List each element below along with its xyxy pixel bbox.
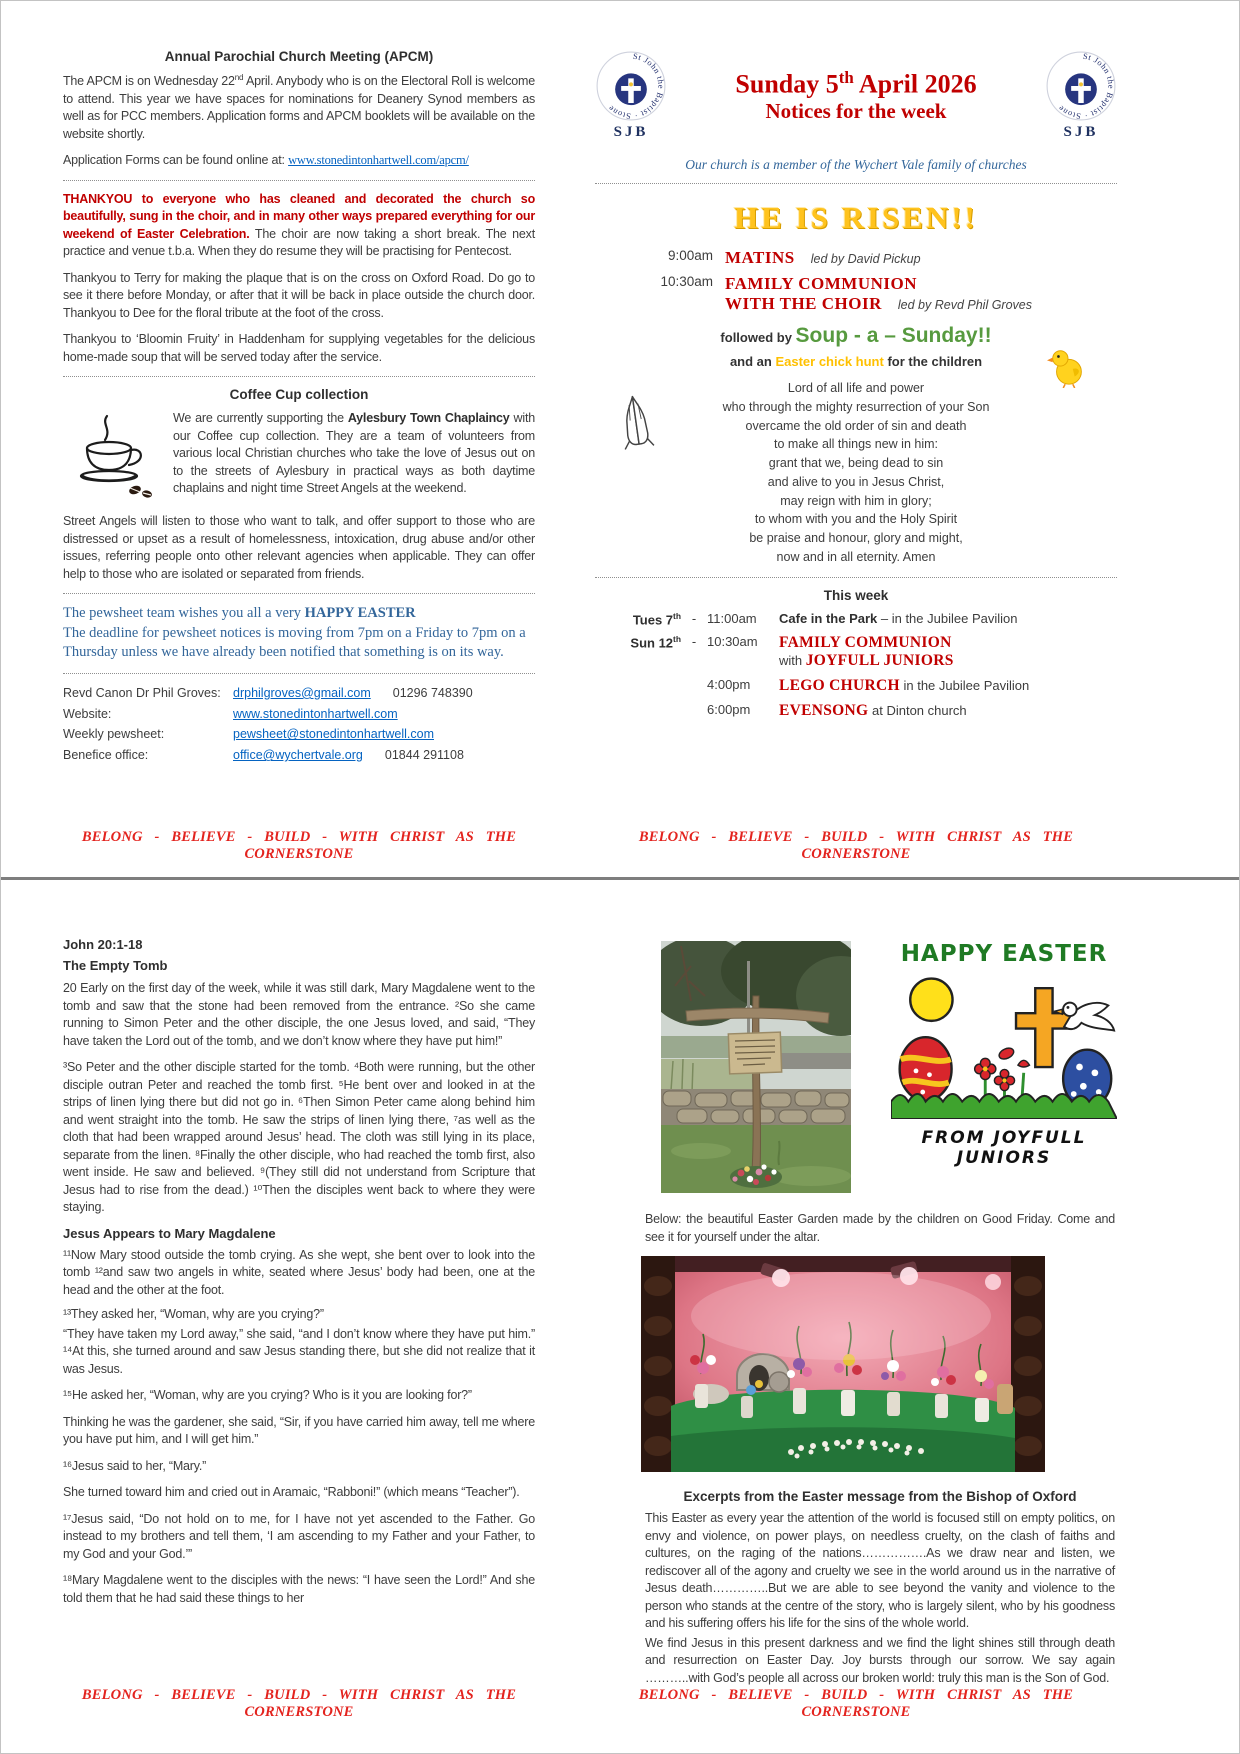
lego-location: in the Jubilee Pavilion: [899, 677, 1030, 693]
coffee-section: [63, 410, 535, 507]
prayer-line: may reign with him in glory;: [780, 493, 932, 508]
prayer-line: who through the mighty resurrection of your Son: [722, 399, 990, 414]
page1-right-column: [595, 51, 1117, 727]
bishop-message-heading: Excerpts from the Easter message from the Bishop of Oxford: [683, 1489, 1077, 1504]
thankyou-rest: The choir are now taking a short break. The next practice and venue t.b.a. When they do resume they will be practising for Pentecost.: [63, 226, 535, 259]
service-name: FAMILY COMMUNION: [725, 274, 917, 293]
reading-reference: John 20:1-18: [63, 937, 143, 952]
coffee-paragraph: [173, 410, 535, 507]
apcm-link-label: Application Forms can be found online at:: [63, 153, 289, 168]
contact-row-office: [63, 746, 535, 765]
week-day: [595, 634, 681, 670]
page2-left-column: [63, 937, 535, 1607]
dash-empty: [681, 702, 707, 720]
scripture-paragraph: ¹¹Now Mary stood outside the tomb crying. As she wept, she bent over to look into the tomb ¹²and saw two angels in white, seated where Jesus’ body had been, one at the head and the other at the foot.: [63, 1247, 535, 1297]
prayer-line: overcame the old order of sin and death: [745, 418, 967, 433]
he-is-risen-banner: HE IS RISEN!!: [734, 200, 978, 235]
week-row-evensong: [595, 702, 1117, 720]
prayer-line: and alive to you in Jesus Christ,: [767, 474, 945, 489]
easter-chick-hunt-text: Easter chick hunt: [775, 354, 884, 369]
week-day-text: Tues 7: [632, 611, 674, 627]
issue-date-post: April 2026: [853, 69, 977, 99]
svg-text:St John the Baptist · Stone: St John the Baptist · Stone: [1056, 51, 1116, 121]
cornerstone-footer: BELONG - BELIEVE - BUILD - WITH CHRIST AS THE CORNERSTONE: [81, 829, 517, 862]
bishop-message-section: [645, 1489, 1115, 1687]
contact-row-pewsheet: [63, 725, 535, 744]
apcm-text-2: April. Anybody who is on the Electoral Roll is welcome to attend. This year we have spaces for nominations for Deanery Synod members as well as for PCC members. Application forms and APCM booklets will be available on the website shortly.: [63, 74, 535, 141]
with-text: with: [779, 652, 806, 668]
pewsheet-line1-pre: The pewsheet team wishes you all a very: [63, 605, 305, 622]
empty-tomb-heading: The Empty Tomb: [63, 958, 168, 973]
issue-date-sup: th: [838, 68, 854, 87]
contact-label: Benefice office:: [63, 748, 149, 763]
scripture-paragraph: ¹⁵He asked her, “Woman, why are you crying? Who is it you are looking for?”: [63, 1388, 472, 1402]
vicar-phone: 01296 748390: [392, 685, 473, 700]
from-joyfull-juniors-text: FROM JOYFULL JUNIORS: [921, 1128, 1087, 1168]
scripture-paragraph: ³So Peter and the other disciple started for the tomb. ⁴Both were running, but the other disciple outran Peter and reached the tomb first. ⁵He bent over and looked in at the strips of linen lying there but did not go in. ⁶Then Simon Peter came along behind him and went straight into the tomb. He saw the strips of linen lying there, ⁷as well as the cloth that had been wrapped around Jesus’ head. The cloth was still lying in its place, separate from the linen. ⁸Finally the other disciple, who had reached the tomb first, also went inside. He saw and believed. ⁹(They still did not understand from Scripture that Jesus had to rise from the dead.) ¹⁰Then the disciples went back to where they were staying.: [63, 1060, 535, 1214]
wychert-vale-line: Our church is a member of the Wychert Vale family of churches: [685, 157, 1027, 172]
sjb-logo-right: [1045, 51, 1117, 141]
coffee-cup-icon: [63, 410, 159, 507]
week-time: 10:30am: [707, 633, 758, 649]
service-matins: [595, 248, 1117, 268]
page1-left-column: [63, 49, 535, 767]
family-communion-text: FAMILY COMMUNION: [779, 633, 952, 651]
collect-prayer: [595, 379, 1117, 567]
easter-garden-cross-photo: [661, 941, 851, 1198]
pewsheet-happy-easter: HAPPY EASTER: [304, 605, 416, 622]
joyfull-juniors-text: JOYFULL JUNIORS: [805, 651, 954, 669]
week-day: [595, 611, 681, 627]
coffee-bold: Aylesbury Town Chaplaincy: [347, 411, 510, 426]
scripture-paragraph: She turned toward him and cried out in Aramaic, “Rabboni!” (which means “Teacher”).: [63, 1485, 520, 1499]
prayer-line: Lord of all life and power: [787, 381, 925, 395]
easter-garden-caption: Below: the beautiful Easter Garden made by the children on Good Friday. Come and see it for yourself under the altar.: [645, 1212, 1115, 1244]
week-time: 4:00pm: [707, 676, 751, 692]
soup-a-sunday-text: Soup - a – Sunday!!: [795, 324, 992, 347]
pewsheet-note: [63, 604, 535, 663]
apcm-link-line: [63, 152, 535, 170]
prayer-line: be praise and honour, glory and might,: [749, 531, 963, 545]
week-day-sup: th: [673, 633, 681, 644]
thankyou-bloomin-paragraph: Thankyou to ‘Bloomin Fruity’ in Haddenham for supplying vegetables for the delicious home-made soup that will be served today after the service.: [63, 332, 535, 364]
scripture-paragraph: Thinking he was the gardener, she said, “Sir, if you have carried him away, tell me where you have put him, and I will get him.”: [63, 1414, 535, 1446]
contact-block: [63, 684, 535, 765]
praying-hands-icon: [613, 393, 659, 456]
sjb-label: SJB: [613, 124, 649, 140]
sjb-logo-left: [595, 51, 667, 141]
contact-label: Revd Canon Dr Phil Groves:: [63, 685, 221, 700]
sjb-badge-icon: [1046, 51, 1116, 121]
apcm-link[interactable]: www.stonedintonhartwell.com/apcm/: [288, 153, 469, 168]
sjb-badge-icon: [596, 51, 666, 121]
divider: [595, 183, 1117, 184]
mary-magdalene-heading: Jesus Appears to Mary Magdalene: [63, 1225, 276, 1241]
scripture-paragraph: “They have taken my Lord away,” she said, “and I don’t know where they have put him.” ¹⁴At this, she turned around and saw Jesus standing there, but she did not realize that it was Jesus.: [63, 1326, 535, 1376]
page-divider: [1, 877, 1239, 880]
office-email-link[interactable]: office@wychertvale.org: [233, 748, 363, 763]
divider: [63, 593, 535, 594]
scripture-paragraph: 20 Early on the first day of the week, while it was still dark, Mary Magdalene went to the tomb and saw that the stone had been removed from the entrance. ²So she came running to Simon Peter and the other disciple, the one Jesus loved, and said, “They have taken the Lord out of the tomb, and we don’t know where they have put him!”: [63, 981, 535, 1048]
easter-images-row: [595, 933, 1117, 1201]
svg-text:St John the Baptist · Stone: St John the Baptist · Stone: [606, 51, 666, 121]
evensong-text: EVENSONG: [779, 701, 869, 719]
week-day-sup: th: [673, 610, 681, 621]
divider: [595, 577, 1117, 578]
service-leader: led by Revd Phil Groves: [897, 298, 1032, 312]
easter-clipart-graphic: [891, 967, 1117, 1119]
happy-easter-clipart: [891, 941, 1117, 1168]
chick-pre: and an: [729, 354, 776, 369]
apcm-paragraph: [63, 72, 535, 143]
week-row-lego-church: [595, 677, 1117, 695]
service-name-2: WITH THE CHOIR: [725, 294, 882, 313]
scripture-paragraph: ¹⁸Mary Magdalene went to the disciples with the news: “I have seen the Lord!” And she told them that he had said these things to her: [63, 1573, 535, 1605]
contact-label: Weekly pewsheet:: [63, 727, 165, 742]
dash: -: [691, 610, 697, 626]
scripture-paragraph: ¹⁶Jesus said to her, “Mary.”: [63, 1458, 207, 1473]
bishop-paragraph: We find Jesus in this present darkness and we find the light shines still through death and resurrection on Easter Day. Joy bursts through our sorrow. We say again ………..with God’s people all across our broken world: truly this man is the Son of God.: [645, 1635, 1115, 1685]
prayer-line: to whom with you and the Holy Spirit: [754, 512, 958, 527]
week-time: 6:00pm: [707, 701, 751, 717]
pewsheet-line2: The deadline for pewsheet notices is moving from 7pm on a Friday to 7pm on a Thursday unless we have already been notified that something is on its way.: [63, 624, 526, 661]
divider: [63, 673, 535, 674]
issue-subtitle: Notices for the week: [765, 99, 947, 124]
apcm-ordinal-sup: nd: [234, 73, 244, 82]
happy-easter-text: HAPPY EASTER: [900, 941, 1108, 967]
evensong-location: at Dinton church: [868, 702, 967, 718]
prayer-line: grant that we, being dead to sin: [768, 456, 944, 470]
chick-post: for the children: [883, 354, 983, 369]
masthead: [595, 51, 1117, 141]
bishop-paragraph: This Easter as every year the attention of the world is focused still on empty politics, on envy and violence, on power plays, on needless cruelty, on the clash of faiths and cultures, on the raging of the nations…………….As we draw near and listen, we rediscover all of the agony and cruelty we see in the world around us in the narrative of Jesus death…………..But we are able to see beyond the vanity and violence to the person who stands at the centre of the story, who is largely silent, who by his goodness and his suffering offers his life for the sins of the whole world.: [645, 1511, 1115, 1630]
service-family-communion: [595, 274, 1117, 314]
pewsheet-line1: [63, 604, 535, 624]
cornerstone-footer: BELONG - BELIEVE - BUILD - WITH CHRIST AS THE CORNERSTONE: [638, 1687, 1074, 1720]
contact-label: Website:: [63, 706, 112, 721]
week-day-empty: [595, 702, 681, 720]
week-day-empty: [595, 677, 681, 695]
scripture-paragraph: ¹⁷Jesus said, “Do not hold on to me, for I have not yet ascended to the Father. Go instead to my brothers and tell them, ‘I am ascending to my Father and your Father, to my God and your God.’”: [63, 1511, 535, 1561]
altar-easter-garden-photo: [641, 1256, 1117, 1477]
prayer-line: to make all things new in him:: [774, 437, 938, 452]
cafe-in-the-park: Cafe in the Park: [779, 610, 878, 626]
apcm-text-1: The APCM is on Wednesday 22: [63, 74, 235, 89]
divider: [63, 180, 535, 181]
office-phone: 01844 291108: [384, 748, 464, 763]
week-row-family-communion: [595, 634, 1117, 670]
lego-church-text: LEGO CHURCH: [779, 676, 900, 694]
issue-date-pre: Sunday 5: [735, 69, 839, 99]
dash: -: [691, 633, 697, 649]
cafe-location: – in the Jubilee Pavilion: [877, 610, 1018, 626]
contact-row-website: [63, 705, 535, 724]
prayer-line: now and in all eternity. Amen: [776, 549, 936, 564]
service-name: MATINS: [725, 248, 795, 267]
issue-date: [735, 69, 976, 99]
divider: [63, 376, 535, 377]
week-time: 11:00am: [707, 610, 757, 626]
service-time: 9:00am: [667, 248, 713, 263]
cornerstone-footer: BELONG - BELIEVE - BUILD - WITH CHRIST AS THE CORNERSTONE: [638, 829, 1074, 862]
coffee-pre: We are currently supporting the: [173, 411, 348, 426]
website-link[interactable]: www.stonedintonhartwell.com: [233, 706, 398, 721]
cornerstone-footer: BELONG - BELIEVE - BUILD - WITH CHRIST AS THE CORNERSTONE: [81, 1687, 517, 1720]
page2-right-column: [595, 933, 1117, 1687]
soup-a-sunday-line: [595, 324, 1117, 348]
sjb-label: SJB: [1063, 124, 1099, 140]
easter-chick-hunt-line: [595, 354, 1117, 369]
collect-prayer-section: [595, 379, 1117, 567]
thankyou-bold: THANKYOU to everyone who has cleaned and decorated the church so beautifully, sung in the choir, and in many other ways prepared everything for our weekend of Easter Celebration.: [63, 191, 535, 241]
scripture-paragraph: ¹³They asked her, “Woman, why are you crying?”: [63, 1307, 324, 1321]
followed-by-text: followed by: [720, 330, 796, 345]
vicar-email-link[interactable]: drphilgroves@gmail.com: [233, 685, 371, 700]
thankyou-terry-paragraph: Thankyou to Terry for making the plaque that is on the cross on Oxford Road. Do go to see it there before Monday, or after that it will be back in place outside the church door. Thankyou to Dee for the floral tribute at the foot of the cross.: [63, 270, 535, 320]
service-time: 10:30am: [660, 274, 713, 289]
dash-empty: [681, 677, 707, 695]
apcm-heading: Annual Parochial Church Meeting (APCM): [164, 49, 434, 64]
issue-title: [735, 51, 976, 124]
this-week-heading: This week: [823, 587, 889, 603]
thankyou-choir-paragraph: [63, 191, 535, 261]
week-day-text: Sun 12: [630, 635, 674, 651]
street-angels-paragraph: Street Angels will listen to those who want to talk, and offer support to those who are distressed or upset as a result of homelessness, intoxication, drug abuse and/or other issues, referring people onto other relevant agencies when applicable. They can offer help to those who are isolated or separated from friends.: [63, 514, 535, 581]
contact-row-vicar: [63, 684, 535, 703]
coffee-post: with our Coffee cup collection. They are a team of volunteers from various local Christian churches who take the love of Jesus out on to the streets of Aylesbury in practical ways as both daytime chaplains and night time Street Angels at the weekend.: [173, 411, 535, 496]
service-leader: led by David Pickup: [810, 252, 921, 266]
week-row-cafe: [595, 611, 1117, 627]
coffee-cup-heading: Coffee Cup collection: [229, 387, 369, 403]
pewsheet-email-link[interactable]: pewsheet@stonedintonhartwell.com: [233, 727, 434, 742]
